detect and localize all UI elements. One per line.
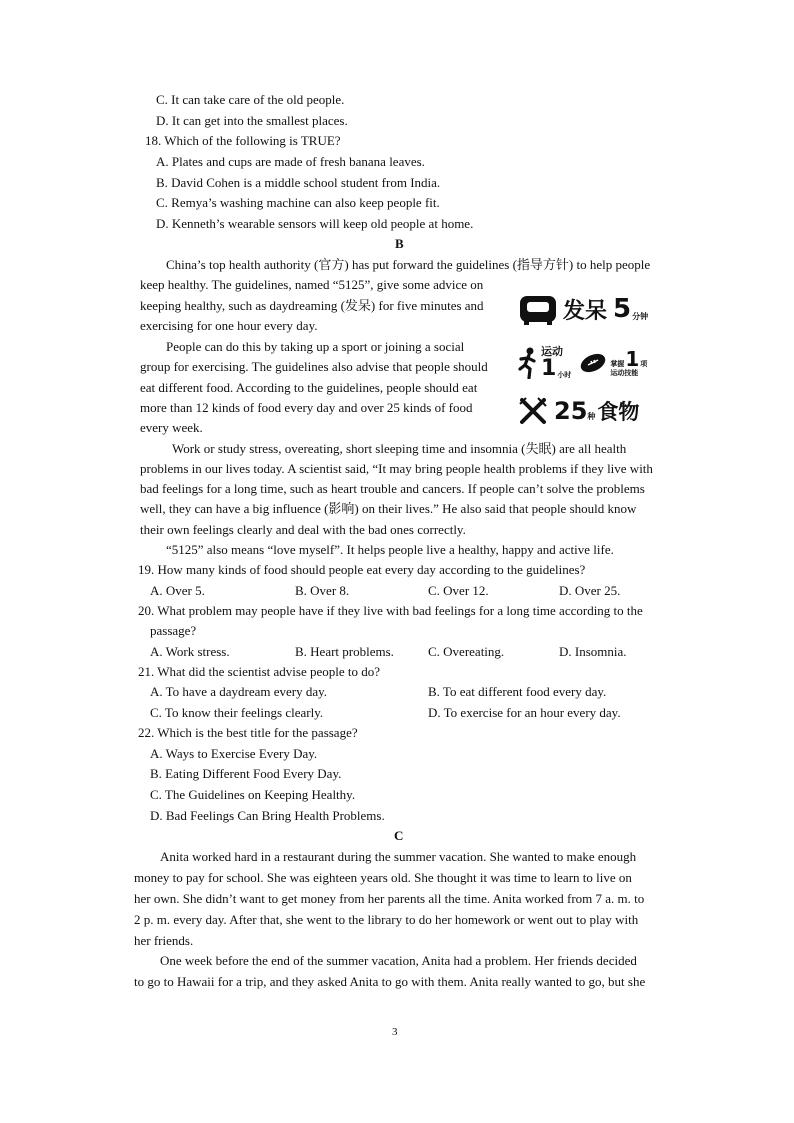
q19-option: B. Over 8. bbox=[295, 583, 350, 598]
passage-c-title: C bbox=[394, 828, 404, 843]
q19-option: D. Over 25. bbox=[559, 583, 621, 598]
figure-skill-unit: 项 bbox=[640, 359, 648, 368]
q21-option: B. To eat different food every day. bbox=[428, 684, 607, 699]
q21-question: 21. What did the scientist advise people to do? bbox=[138, 664, 381, 679]
figure-row-food bbox=[518, 396, 639, 426]
q22-option: C. The Guidelines on Keeping Healthy. bbox=[150, 787, 356, 802]
passage-b-line: People can do this by taking up a sport or joining a social bbox=[166, 339, 465, 354]
figure-one-number: 1 bbox=[541, 356, 557, 381]
passage-b-line: problems in our lives today. A scientist said, “It may bring people health problems if they live with bbox=[140, 461, 653, 476]
figure-food-text: 食物 bbox=[597, 400, 640, 424]
q19-question: 19. How many kinds of food should people eat every day according to the guidelines? bbox=[138, 562, 586, 577]
figure-five-number: 5 bbox=[613, 294, 632, 324]
guidelines-figure bbox=[518, 292, 668, 432]
q22-option: B. Eating Different Food Every Day. bbox=[150, 766, 342, 781]
figure-twenty-five-number: 25 bbox=[554, 397, 588, 425]
passage-c-line: money to pay for school. She was eighteen years old. She thought it was time to learn to live on bbox=[134, 870, 632, 885]
passage-c-line: to go to Hawaii for a trip, and they asked Anita to go with them. Anita really wanted to go, but she bbox=[134, 974, 646, 989]
figure-minutes-unit: 分钟 bbox=[632, 312, 649, 321]
q18-option-b: B. David Cohen is a middle school student from India. bbox=[156, 175, 441, 190]
passage-b-line: well, they can have a big influence (影响) on their lives.” He also said that people should know bbox=[140, 501, 637, 516]
runner-icon bbox=[518, 347, 538, 379]
passage-c-line: 2 p. m. every day. After that, she went to the library to do her homework or went out to play with bbox=[134, 912, 639, 927]
figure-kinds-unit: 种 bbox=[587, 412, 596, 421]
sofa-icon bbox=[518, 292, 558, 326]
passage-c-line: Anita worked hard in a restaurant during the summer vacation. She wanted to make enough bbox=[160, 849, 637, 864]
passage-b-line: more than 12 kinds of food every day and over 25 kinds of food bbox=[140, 400, 473, 415]
passage-b-line: group for exercising. The guidelines also advise that people should bbox=[140, 359, 488, 374]
figure-exercise-amount bbox=[541, 358, 571, 380]
figure-skill-group bbox=[610, 346, 648, 378]
passage-b-line: keeping healthy, such as daydreaming (发呆) for five minutes and bbox=[140, 298, 484, 313]
q22-question: 22. Which is the best title for the passage? bbox=[138, 725, 358, 740]
q17-option-d: D. It can get into the smallest places. bbox=[156, 113, 348, 128]
passage-b-line: bad feelings for a long time, such as heart trouble and cancers. If people can’t solve the problems bbox=[140, 481, 645, 496]
passage-b-line: eat different food. According to the guidelines, people should eat bbox=[140, 380, 478, 395]
q20-question-cont: passage? bbox=[150, 623, 197, 638]
passage-b-line: their own feelings clearly and deal with the bad ones correctly. bbox=[140, 522, 466, 537]
passage-c-line: her own. She didn’t want to get money from her parents all the time. Anita worked from 7 a. m. to bbox=[134, 891, 645, 906]
q22-option: A. Ways to Exercise Every Day. bbox=[150, 746, 318, 761]
passage-b-line: every week. bbox=[140, 420, 203, 435]
q19-option: C. Over 12. bbox=[428, 583, 489, 598]
passage-b-line: exercising for one hour every day. bbox=[140, 318, 318, 333]
passage-b-line: China’s top health authority (官方) has put forward the guidelines (指导方针) to help people bbox=[166, 257, 651, 272]
passage-b-line: “5125” also means “love myself”. It helps people live a healthy, happy and active life. bbox=[166, 542, 614, 557]
passage-c-line: her friends. bbox=[134, 933, 194, 948]
figure-hour-unit: 小时 bbox=[557, 371, 572, 379]
q18-option-d: D. Kenneth’s wearable sensors will keep old people at home. bbox=[156, 216, 474, 231]
q19-option: A. Over 5. bbox=[150, 583, 205, 598]
q22-option: D. Bad Feelings Can Bring Health Problems. bbox=[150, 808, 385, 823]
q20-option: B. Heart problems. bbox=[295, 644, 394, 659]
figure-exercise-group bbox=[541, 346, 571, 380]
football-icon bbox=[579, 353, 607, 373]
figure-row-exercise bbox=[518, 346, 647, 380]
figure-skill-number: 1 bbox=[625, 346, 640, 371]
figure-exercise-label: 运动 bbox=[541, 345, 563, 358]
passage-b-line: Work or study stress, overeating, short sleeping time and insomnia (失眠) are all health bbox=[172, 441, 627, 456]
q21-option: A. To have a daydream every day. bbox=[150, 684, 328, 699]
q20-option: A. Work stress. bbox=[150, 644, 230, 659]
figure-row-daydream bbox=[518, 292, 648, 326]
passage-c-line: One week before the end of the summer vacation, Anita had a problem. Her friends decided bbox=[160, 953, 637, 968]
figure-skill-amount bbox=[610, 346, 648, 371]
page-number: 3 bbox=[392, 1026, 398, 1038]
q17-option-c: C. It can take care of the old people. bbox=[156, 92, 345, 107]
q21-option: D. To exercise for an hour every day. bbox=[428, 705, 621, 720]
q20-question: 20. What problem may people have if they live with bad feelings for a long time according to the bbox=[138, 603, 643, 618]
q18-option-c: C. Remya’s washing machine can also keep people fit. bbox=[156, 195, 440, 210]
figure-skill-subtext: 运动技能 bbox=[610, 368, 639, 377]
passage-b-title: B bbox=[395, 236, 404, 251]
passage-b-line: keep healthy. The guidelines, named “5125”, give some advice on bbox=[140, 277, 484, 292]
figure-skill-prefix: 掌握 bbox=[610, 359, 625, 368]
figure-daydream-text: 发呆 bbox=[563, 298, 608, 324]
fork-knife-icon bbox=[518, 396, 548, 426]
q21-option: C. To know their feelings clearly. bbox=[150, 705, 324, 720]
q18-question: 18. Which of the following is TRUE? bbox=[145, 133, 341, 148]
q20-option: D. Insomnia. bbox=[559, 644, 627, 659]
q20-option: C. Overeating. bbox=[428, 644, 505, 659]
q18-option-a: A. Plates and cups are made of fresh banana leaves. bbox=[156, 154, 425, 169]
